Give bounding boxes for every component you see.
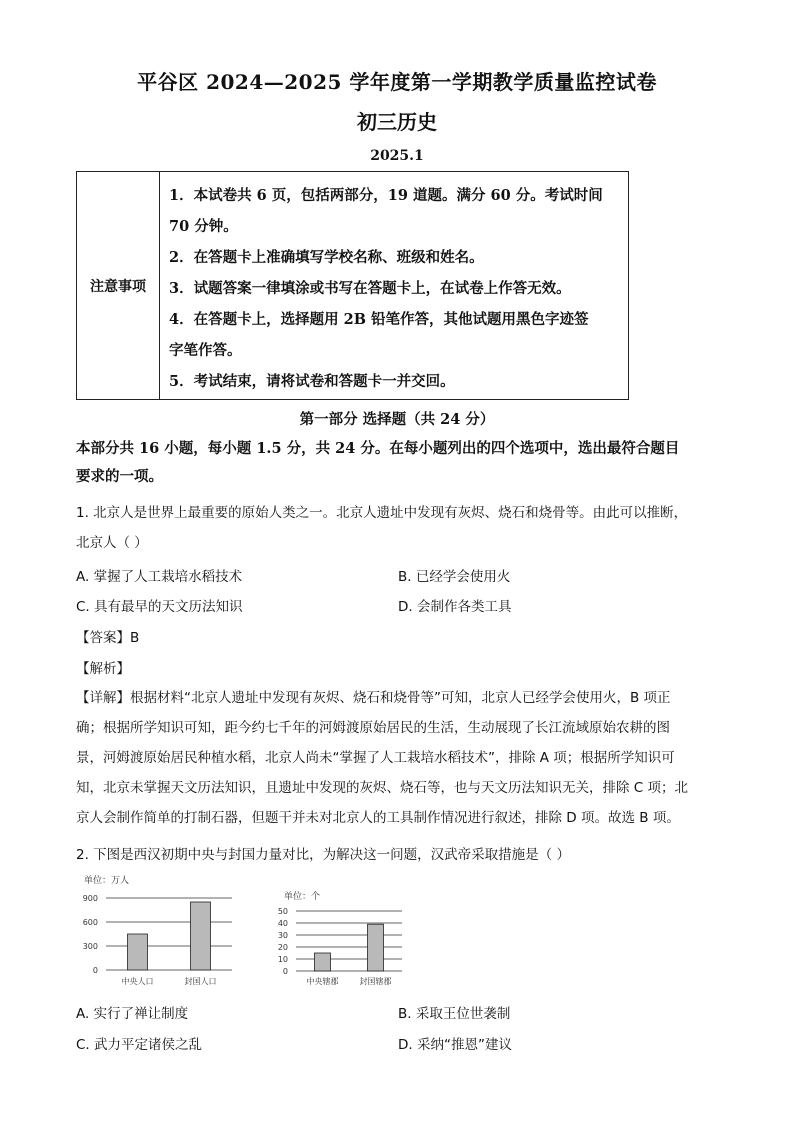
- notice-label: 注意事项: [77, 172, 160, 399]
- counties-bar-chart: [270, 888, 410, 994]
- q2-stem: 2. 下图是西汉初期中央与封国力量对比，为解决这一问题，汉武帝采取措施是（ ）: [76, 847, 570, 863]
- y-tick-label: 900: [82, 894, 98, 903]
- chart-unit-label: 单位：万人: [84, 876, 130, 886]
- chart-unit-label: 单位：个: [284, 892, 321, 902]
- y-tick-label: 600: [82, 918, 98, 927]
- q1-stem-line: 北京人（ ）: [76, 535, 148, 551]
- subject-title: 初三历史: [357, 110, 437, 134]
- q1-option-c: C. 具有最早的天文历法知识: [76, 599, 243, 615]
- q1-detail-line: 确；根据所学知识可知，距今约七千年的河姆渡原始居民的生活，生动展现了长江流域原始农耕的图: [76, 720, 670, 736]
- section-title: 第一部分 选择题（共 24 分）: [299, 411, 495, 428]
- notice-item: 2．在答题卡上准确填写学校名称、班级和姓名。: [169, 249, 484, 266]
- notice-item: 70 分钟。: [169, 218, 238, 235]
- instruction-line: 要求的一项。: [76, 468, 163, 485]
- q1-option-b: B. 已经学会使用火: [398, 569, 511, 585]
- y-tick-label: 0: [282, 967, 288, 976]
- y-tick-label: 10: [277, 955, 288, 964]
- q2-option-d: D. 采纳“推恩”建议: [398, 1037, 512, 1053]
- q1-stem: [76, 498, 718, 558]
- bar: [191, 902, 211, 970]
- notice-items: [169, 180, 624, 397]
- q2-option-b: B. 采取王位世袭制: [398, 1006, 511, 1022]
- y-tick-label: 40: [277, 919, 288, 928]
- y-tick-label: 20: [277, 943, 288, 952]
- q1-stem-line: 1. 北京人是世界上最重要的原始人类之一。北京人遗址中发现有灰烬、烧石和烧骨等。由此可以推断，: [76, 505, 688, 521]
- bar: [128, 934, 148, 970]
- notice-item: 5．考试结束，请将试卷和答题卡一并交回。: [169, 373, 455, 390]
- y-tick-label: 50: [277, 907, 288, 916]
- q1-option-a: A. 掌握了人工栽培水稻技术: [76, 569, 243, 585]
- q1-detail-line: 【详解】根据材料“北京人遗址中发现有灰烬、烧石和烧骨等”可知，北京人已经学会使用火，B 项正: [76, 690, 671, 706]
- bar: [368, 924, 384, 971]
- q1-detail-line: 知，北京未掌握天文历法知识，且遗址中发现的灰烬、烧石等，也与天文历法知识无关，排除 C 项；北: [76, 780, 689, 796]
- q1-option-d: D. 会制作各类工具: [398, 599, 512, 615]
- category-label: 封国辖郡: [359, 977, 392, 986]
- exam-date: 2025.1: [370, 148, 424, 164]
- y-tick-label: 300: [82, 942, 98, 951]
- y-tick-label: 0: [92, 966, 98, 975]
- q2-option-c: C. 武力平定诸侯之乱: [76, 1037, 203, 1053]
- category-label: 封国人口: [184, 977, 217, 986]
- notice-item: 4．在答题卡上，选择题用 2B 铅笔作答，其他试题用黑色字迹签: [169, 311, 589, 328]
- exam-title: 平谷区 2024—2025 学年度第一学期教学质量监控试卷: [137, 70, 657, 94]
- population-bar-chart: [70, 872, 240, 997]
- bar: [315, 953, 331, 971]
- q1-answer: 【答案】B: [76, 630, 140, 646]
- category-label: 中央人口: [121, 977, 154, 986]
- q2-option-a: A. 实行了禅让制度: [76, 1006, 189, 1022]
- notice-item: 字笔作答。: [169, 342, 242, 359]
- y-tick-label: 30: [277, 931, 288, 940]
- section-instruction: [76, 435, 718, 491]
- q1-detail-line: 京人会制作简单的打制石器，但题干并未对北京人的工具制作情况进行叙述，排除 D 项。故选 B 项。: [76, 810, 680, 826]
- notice-item: 1．本试卷共 6 页，包括两部分，19 道题。满分 60 分。考试时间: [169, 187, 603, 204]
- category-label: 中央辖郡: [306, 977, 339, 986]
- q1-detail: [76, 683, 718, 833]
- instruction-line: 本部分共 16 小题，每小题 1.5 分，共 24 分。在每小题列出的四个选项中，选出最符合题目: [76, 440, 680, 457]
- notice-item: 3．试题答案一律填涂或书写在答题卡上，在试卷上作答无效。: [169, 280, 571, 297]
- q1-detail-line: 景，河姆渡原始居民种植水稻，北京人尚未“掌握了人工栽培水稻技术”，排除 A 项；根据所学知识可: [76, 750, 675, 766]
- q1-analysis-label: 【解析】: [76, 661, 130, 677]
- notice-table: [76, 171, 629, 400]
